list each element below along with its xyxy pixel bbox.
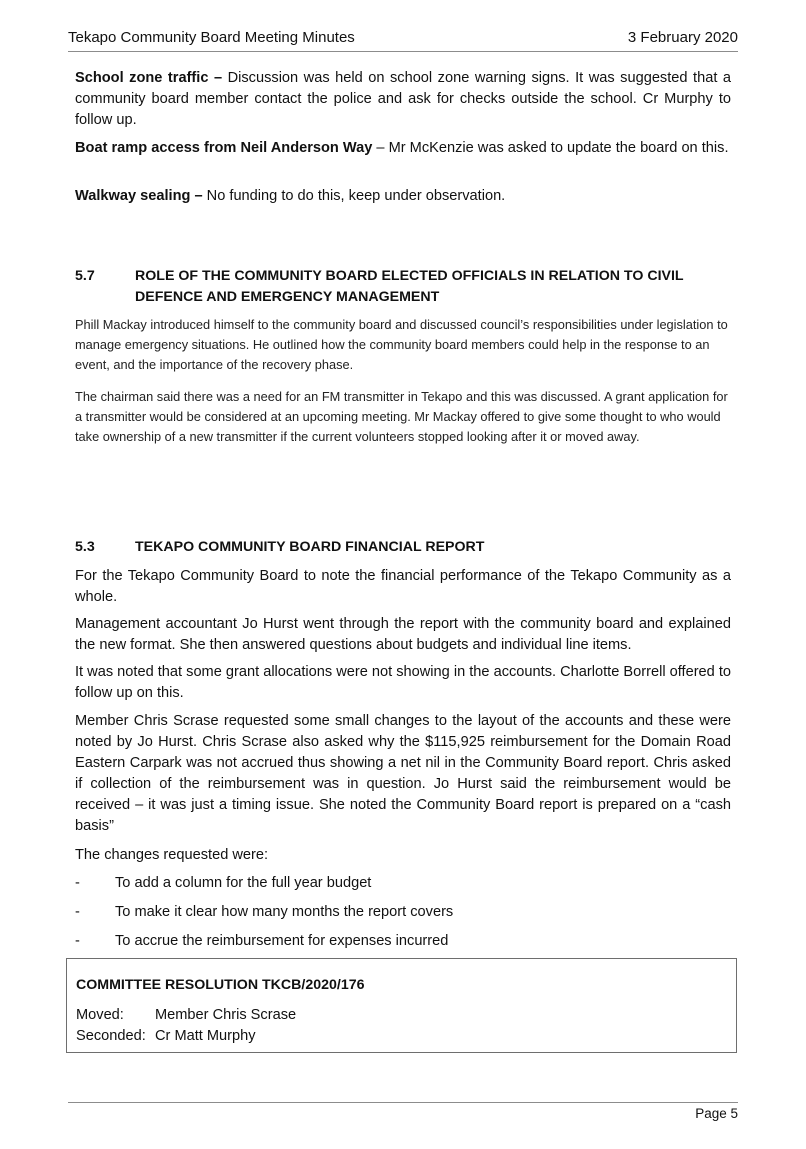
item-heading: Boat ramp access from Neil Anderson Way	[75, 140, 373, 156]
item-text: No funding to do this, keep under observation.	[202, 188, 506, 204]
item-text: Discussion was held on school zone warning signs. It was suggested that a community board member contact the police and ask for checks outside the school. Cr Murphy to follow up.	[75, 70, 731, 128]
committee-resolution-box	[66, 958, 737, 1053]
page-header	[68, 28, 738, 48]
list-item-text: To add a column for the full year budget	[115, 875, 372, 891]
section-title: ROLE OF THE COMMUNITY BOARD ELECTED OFFICIALS IN RELATION TO CIVIL DEFENCE AND EMERGENCY MANAGEMENT	[135, 268, 684, 305]
item-walkway-sealing	[75, 186, 731, 207]
changes-intro: The changes requested were:	[75, 847, 269, 863]
page-number: Page 5	[695, 1106, 738, 1121]
section-5-3-paragraph: It was noted that some grant allocations were not showing in the accounts. Charlotte Borrell offered to follow up on this.	[75, 664, 732, 701]
item-text: – Mr McKenzie was asked to update the board on this.	[372, 140, 729, 156]
resolution-title: COMMITTEE RESOLUTION TKCB/2020/176	[76, 977, 365, 993]
bullet-dash: -	[75, 875, 80, 891]
moved-label: Moved:	[76, 1007, 124, 1023]
section-number: 5.7	[75, 268, 95, 284]
seconded-label: Seconded:	[76, 1028, 146, 1044]
bullet-dash: -	[75, 904, 80, 920]
section-number: 5.3	[75, 539, 95, 555]
seconded-value: Cr Matt Murphy	[155, 1028, 256, 1044]
section-5-3-paragraph: For the Tekapo Community Board to note the financial performance of the Tekapo Community as a whole.	[75, 568, 731, 605]
document-title: Tekapo Community Board Meeting Minutes	[68, 29, 355, 46]
moved-value: Member Chris Scrase	[155, 1007, 297, 1023]
item-heading: School zone traffic –	[75, 70, 223, 86]
list-item-text: To make it clear how many months the report covers	[115, 904, 454, 920]
bullet-dash: -	[75, 933, 80, 949]
item-heading: Walkway sealing –	[75, 188, 203, 204]
footer-divider	[68, 1102, 738, 1103]
moved-row	[76, 1005, 296, 1026]
header-divider	[68, 51, 738, 52]
item-boat-ramp-access	[75, 138, 731, 159]
list-item-text: To accrue the reimbursement for expenses incurred	[115, 933, 449, 949]
section-5-7-paragraph: Phill Mackay introduced himself to the community board and discussed council’s responsibilities under legislation to manage emergency situations. He outlined how the community board members could help in the response to an event, and the importance of the recovery phase.	[75, 317, 728, 372]
section-5-7-paragraph: The chairman said there was a need for an FM transmitter in Tekapo and this was discussed. A grant application for a transmitter would be considered at an upcoming meeting. Mr Mackay offered to give some thought to who would take ownership of a new transmitter if the current volunteers stopped looking after it or moved away.	[75, 389, 728, 444]
section-5-3-paragraph: Management accountant Jo Hurst went through the report with the community board and explained the new format. She then answered questions about budgets and individual line items.	[75, 616, 731, 653]
document-date: 3 February 2020	[627, 29, 738, 46]
section-title: TEKAPO COMMUNITY BOARD FINANCIAL REPORT	[135, 539, 485, 555]
section-5-3-paragraph: Member Chris Scrase requested some small changes to the layout of the accounts and these were noted by Jo Hurst. Chris Scrase also asked why the $115,925 reimbursement for the Domain Road Eastern Carpark was not accrued thus showing a net nil in the Community Board report. Chris asked if collection of the reimbursement was in question. Jo Hurst said the reimbursement would be received – it was just a timing issue. She noted the Community Board report is prepared on a “cash basis”	[75, 713, 731, 834]
seconded-row	[76, 1026, 256, 1047]
item-school-zone-traffic	[75, 68, 731, 131]
